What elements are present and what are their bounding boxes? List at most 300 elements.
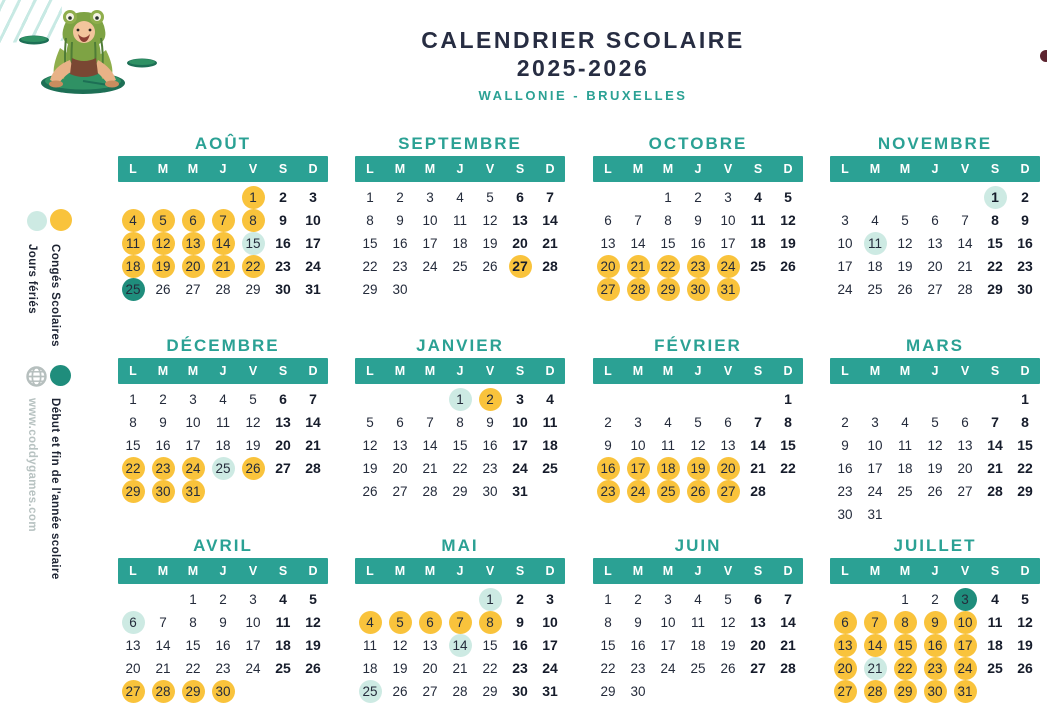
day-number: 30 — [275, 281, 291, 297]
day-cell — [950, 680, 980, 703]
day-number: 21 — [452, 661, 468, 676]
weekday-label: J — [456, 364, 464, 378]
day-number: 9 — [924, 611, 947, 634]
day-cell — [415, 657, 445, 680]
month-title: AVRIL — [193, 536, 253, 555]
day-cell — [860, 657, 890, 680]
day-cell — [475, 611, 505, 634]
day-cell — [238, 611, 268, 634]
day-cell — [713, 611, 743, 634]
day-cell — [178, 255, 208, 278]
day-cell — [268, 255, 298, 278]
day-cell — [445, 457, 475, 480]
day-number: 6 — [182, 209, 205, 232]
day-number: 12 — [780, 212, 796, 228]
day-number: 13 — [512, 212, 528, 228]
month-title: JUIN — [674, 536, 722, 555]
day-number: 5 — [309, 591, 317, 607]
day-cell — [593, 457, 623, 480]
day-number: 6 — [724, 415, 732, 430]
day-cell — [298, 186, 328, 209]
day-cell — [208, 611, 238, 634]
weekday-label: V — [248, 364, 258, 378]
day-cell — [475, 209, 505, 232]
day-number: 24 — [305, 258, 321, 274]
day-cell — [445, 434, 475, 457]
day-number: 19 — [687, 457, 710, 480]
day-number: 24 — [542, 660, 558, 676]
weekday-label: L — [129, 364, 137, 378]
empty-cell — [445, 588, 475, 611]
day-cell — [653, 634, 683, 657]
day-number: 18 — [542, 437, 558, 453]
day-number: 2 — [841, 415, 849, 430]
day-cell — [178, 480, 208, 503]
day-number: 8 — [479, 611, 502, 634]
weekday-header-row — [593, 156, 803, 182]
day-number: 20 — [750, 637, 766, 653]
day-number: 23 — [630, 661, 646, 676]
weekday-label: J — [219, 564, 227, 578]
day-cell — [415, 680, 445, 703]
day-cell — [148, 457, 178, 480]
day-number: 14 — [630, 236, 646, 251]
day-number: 17 — [954, 634, 977, 657]
day-number: 3 — [249, 592, 257, 607]
day-number: 16 — [215, 638, 231, 653]
empty-cell — [920, 186, 950, 209]
day-number: 15 — [482, 638, 498, 653]
day-number: 15 — [185, 638, 201, 653]
day-number: 19 — [927, 461, 943, 476]
weekday-label: M — [187, 364, 199, 378]
day-number: 4 — [901, 415, 909, 430]
day-cell — [743, 434, 773, 457]
day-number: 23 — [215, 661, 231, 676]
day-number: 3 — [546, 591, 554, 607]
weekday-header-row — [830, 156, 1040, 182]
day-cell — [178, 388, 208, 411]
day-number: 8 — [664, 213, 672, 228]
day-cell — [1010, 278, 1040, 301]
day-number: 27 — [422, 684, 438, 699]
day-cell — [830, 611, 860, 634]
day-number: 28 — [957, 282, 973, 297]
day-cell — [298, 209, 328, 232]
day-cell — [118, 232, 148, 255]
day-cell — [593, 634, 623, 657]
day-cell — [148, 680, 178, 703]
day-cell — [830, 657, 860, 680]
day-cell — [890, 255, 920, 278]
day-number: 4 — [991, 591, 999, 607]
day-number: 6 — [834, 611, 857, 634]
day-number: 17 — [542, 637, 558, 653]
day-cell — [445, 634, 475, 657]
day-cell — [593, 480, 623, 503]
day-number: 24 — [512, 460, 528, 476]
day-number: 9 — [159, 415, 167, 430]
day-number: 1 — [449, 388, 472, 411]
month-title: JUILLET — [893, 536, 977, 555]
day-number: 4 — [279, 591, 287, 607]
day-number: 12 — [362, 438, 378, 453]
day-cell — [773, 611, 803, 634]
day-cell — [920, 411, 950, 434]
weekday-label: V — [960, 564, 970, 578]
day-number: 14 — [780, 614, 796, 630]
day-number: 24 — [717, 255, 740, 278]
day-number: 30 — [1017, 281, 1033, 297]
month-block — [118, 537, 328, 703]
day-number: 16 — [1017, 235, 1033, 251]
day-number: 9 — [841, 438, 849, 453]
weekday-label: V — [248, 564, 258, 578]
day-cell — [118, 657, 148, 680]
day-number: 5 — [1021, 591, 1029, 607]
day-number: 6 — [396, 415, 404, 430]
day-number: 24 — [660, 661, 676, 676]
day-cell — [683, 657, 713, 680]
day-cell — [980, 434, 1010, 457]
day-cell — [860, 457, 890, 480]
weekday-header-row — [593, 358, 803, 384]
day-cell — [355, 278, 385, 301]
day-cell — [415, 209, 445, 232]
day-cell — [653, 657, 683, 680]
day-number: 16 — [392, 236, 408, 251]
day-number: 17 — [305, 235, 321, 251]
day-cell — [385, 186, 415, 209]
empty-cell — [683, 388, 713, 411]
day-cell — [683, 588, 713, 611]
day-cell — [535, 255, 565, 278]
day-number: 19 — [780, 235, 796, 251]
day-cell — [148, 480, 178, 503]
day-cell — [1010, 411, 1040, 434]
day-cell — [298, 457, 328, 480]
day-number: 28 — [750, 483, 766, 499]
day-number: 20 — [957, 461, 973, 476]
weekday-label: S — [753, 564, 763, 578]
day-number: 29 — [894, 680, 917, 703]
weekday-label: M — [187, 162, 199, 176]
weekday-label: J — [931, 364, 939, 378]
day-number: 23 — [1017, 258, 1033, 274]
day-number: 8 — [129, 415, 137, 430]
day-number: 11 — [215, 415, 230, 430]
day-number: 3 — [664, 592, 672, 607]
day-cell — [475, 434, 505, 457]
day-number: 10 — [512, 414, 528, 430]
day-cell — [773, 588, 803, 611]
day-number: 5 — [152, 209, 175, 232]
day-number: 27 — [597, 278, 620, 301]
day-number: 7 — [634, 213, 642, 228]
day-cell — [980, 611, 1010, 634]
day-number: 17 — [512, 437, 528, 453]
day-number: 17 — [660, 638, 676, 653]
day-cell — [505, 634, 535, 657]
day-cell — [920, 278, 950, 301]
day-cell — [773, 232, 803, 255]
day-number: 25 — [690, 661, 706, 676]
day-cell — [505, 388, 535, 411]
day-number: 25 — [452, 259, 468, 274]
month-block — [593, 135, 803, 301]
day-cell — [980, 232, 1010, 255]
day-number: 10 — [660, 615, 676, 630]
day-number: 27 — [834, 680, 857, 703]
weekday-label: M — [869, 364, 881, 378]
day-number: 18 — [690, 638, 706, 653]
day-number: 12 — [720, 615, 736, 630]
day-cell — [535, 186, 565, 209]
day-cell — [148, 232, 178, 255]
day-cell — [355, 657, 385, 680]
day-number: 22 — [657, 255, 680, 278]
day-cell — [355, 411, 385, 434]
day-number: 26 — [1017, 660, 1033, 676]
edge-decoration — [1040, 50, 1047, 62]
day-cell — [773, 457, 803, 480]
day-cell — [178, 278, 208, 301]
day-cell — [415, 634, 445, 657]
day-cell — [830, 680, 860, 703]
day-number: 15 — [242, 232, 265, 255]
day-cell — [208, 278, 238, 301]
empty-cell — [920, 388, 950, 411]
days-grid — [593, 588, 803, 703]
day-number: 3 — [871, 415, 879, 430]
day-number: 21 — [212, 255, 235, 278]
day-cell — [1010, 634, 1040, 657]
day-number: 25 — [897, 484, 913, 499]
school-year: 2025-2026 — [516, 55, 650, 81]
month-title: SEPTEMBRE — [398, 134, 522, 153]
day-cell — [860, 634, 890, 657]
day-cell — [475, 255, 505, 278]
day-number: 30 — [482, 484, 498, 499]
month-block — [355, 337, 565, 503]
weekday-label: V — [248, 162, 258, 176]
day-number: 1 — [189, 592, 197, 607]
day-cell — [683, 480, 713, 503]
day-cell — [298, 411, 328, 434]
day-number: 16 — [275, 235, 291, 251]
empty-cell — [385, 388, 415, 411]
day-cell — [653, 232, 683, 255]
day-cell — [178, 209, 208, 232]
day-number: 4 — [219, 392, 227, 407]
day-cell — [683, 611, 713, 634]
day-cell — [178, 457, 208, 480]
day-cell — [830, 255, 860, 278]
empty-cell — [860, 588, 890, 611]
day-cell — [653, 480, 683, 503]
day-cell — [268, 434, 298, 457]
day-number: 19 — [897, 259, 913, 274]
day-cell — [713, 186, 743, 209]
day-cell — [683, 457, 713, 480]
day-number: 31 — [182, 480, 205, 503]
day-cell — [713, 255, 743, 278]
day-number: 20 — [125, 661, 141, 676]
day-cell — [743, 209, 773, 232]
day-cell — [238, 278, 268, 301]
day-number: 8 — [604, 615, 612, 630]
day-number: 16 — [597, 457, 620, 480]
day-cell — [535, 588, 565, 611]
weekday-label: L — [366, 162, 374, 176]
day-cell — [118, 457, 148, 480]
day-cell — [950, 209, 980, 232]
day-number: 30 — [152, 480, 175, 503]
day-number: 13 — [182, 232, 205, 255]
day-cell — [385, 634, 415, 657]
day-cell — [148, 209, 178, 232]
day-cell — [445, 186, 475, 209]
day-cell — [385, 434, 415, 457]
day-cell — [238, 255, 268, 278]
day-number: 12 — [1017, 614, 1033, 630]
day-cell — [535, 611, 565, 634]
day-cell — [980, 634, 1010, 657]
day-number: 17 — [422, 236, 438, 251]
day-cell — [355, 255, 385, 278]
day-cell — [623, 209, 653, 232]
day-number: 1 — [604, 592, 612, 607]
day-cell — [860, 278, 890, 301]
day-cell — [920, 255, 950, 278]
day-cell — [980, 457, 1010, 480]
day-number: 12 — [482, 213, 498, 228]
weekday-label: M — [632, 364, 644, 378]
weekday-label: D — [783, 162, 793, 176]
day-number: 1 — [784, 391, 792, 407]
month-block — [355, 537, 565, 703]
day-number: 12 — [897, 236, 913, 251]
day-cell — [980, 411, 1010, 434]
day-number: 10 — [422, 213, 438, 228]
day-number: 16 — [924, 634, 947, 657]
day-number: 13 — [720, 438, 736, 453]
day-number: 11 — [987, 614, 1003, 630]
weekday-label: D — [308, 162, 318, 176]
day-cell — [1010, 611, 1040, 634]
weekday-label: V — [485, 564, 495, 578]
day-cell — [890, 232, 920, 255]
day-number: 28 — [422, 484, 438, 499]
day-cell — [148, 388, 178, 411]
day-cell — [950, 457, 980, 480]
empty-cell — [860, 186, 890, 209]
weekday-label: L — [604, 364, 612, 378]
day-number: 2 — [634, 592, 642, 607]
day-cell — [773, 209, 803, 232]
day-cell — [445, 255, 475, 278]
day-number: 23 — [275, 258, 291, 274]
day-number: 16 — [155, 438, 171, 453]
weekday-label: D — [308, 364, 318, 378]
day-cell — [475, 388, 505, 411]
day-number: 27 — [750, 660, 766, 676]
day-number: 13 — [957, 438, 973, 453]
day-number: 25 — [542, 460, 558, 476]
school-year-label: Début et fin de l'année scolaire — [49, 398, 61, 580]
empty-cell — [118, 588, 148, 611]
day-number: 16 — [837, 461, 853, 476]
day-cell — [475, 588, 505, 611]
day-cell — [118, 434, 148, 457]
day-cell — [178, 232, 208, 255]
day-cell — [773, 411, 803, 434]
day-number: 7 — [426, 415, 434, 430]
weekday-label: L — [366, 364, 374, 378]
day-cell — [238, 434, 268, 457]
day-number: 25 — [987, 660, 1003, 676]
public-holiday-dot — [27, 211, 47, 231]
day-cell — [830, 278, 860, 301]
day-number: 30 — [687, 278, 710, 301]
day-cell — [683, 232, 713, 255]
day-number: 13 — [275, 414, 291, 430]
day-cell — [713, 434, 743, 457]
day-cell — [713, 457, 743, 480]
day-cell — [1010, 434, 1040, 457]
day-cell — [713, 232, 743, 255]
day-number: 19 — [245, 438, 261, 453]
empty-cell — [355, 388, 385, 411]
day-number: 1 — [242, 186, 265, 209]
day-number: 16 — [690, 236, 706, 251]
weekday-label: M — [157, 564, 169, 578]
day-cell — [415, 611, 445, 634]
day-number: 11 — [690, 615, 705, 630]
day-cell — [653, 278, 683, 301]
day-cell — [950, 278, 980, 301]
day-cell — [268, 209, 298, 232]
days-grid — [593, 186, 803, 301]
day-number: 27 — [185, 282, 201, 297]
day-cell — [593, 255, 623, 278]
day-number: 19 — [1017, 637, 1033, 653]
day-number: 17 — [627, 457, 650, 480]
day-cell — [653, 588, 683, 611]
day-number: 5 — [249, 392, 257, 407]
day-number: 24 — [867, 484, 883, 499]
day-number: 13 — [600, 236, 616, 251]
day-cell — [385, 209, 415, 232]
day-cell — [238, 634, 268, 657]
day-cell — [298, 232, 328, 255]
day-number: 18 — [897, 461, 913, 476]
empty-cell — [415, 588, 445, 611]
day-number: 18 — [750, 235, 766, 251]
day-cell — [118, 611, 148, 634]
day-number: 6 — [516, 189, 524, 205]
month-title: MAI — [441, 536, 479, 555]
day-number: 8 — [1021, 414, 1029, 430]
weekday-label: M — [869, 162, 881, 176]
day-cell — [860, 209, 890, 232]
day-number: 10 — [720, 213, 736, 228]
day-cell — [475, 186, 505, 209]
day-cell — [118, 278, 148, 301]
day-number: 29 — [987, 281, 1003, 297]
day-cell — [950, 434, 980, 457]
day-number: 7 — [991, 414, 999, 430]
